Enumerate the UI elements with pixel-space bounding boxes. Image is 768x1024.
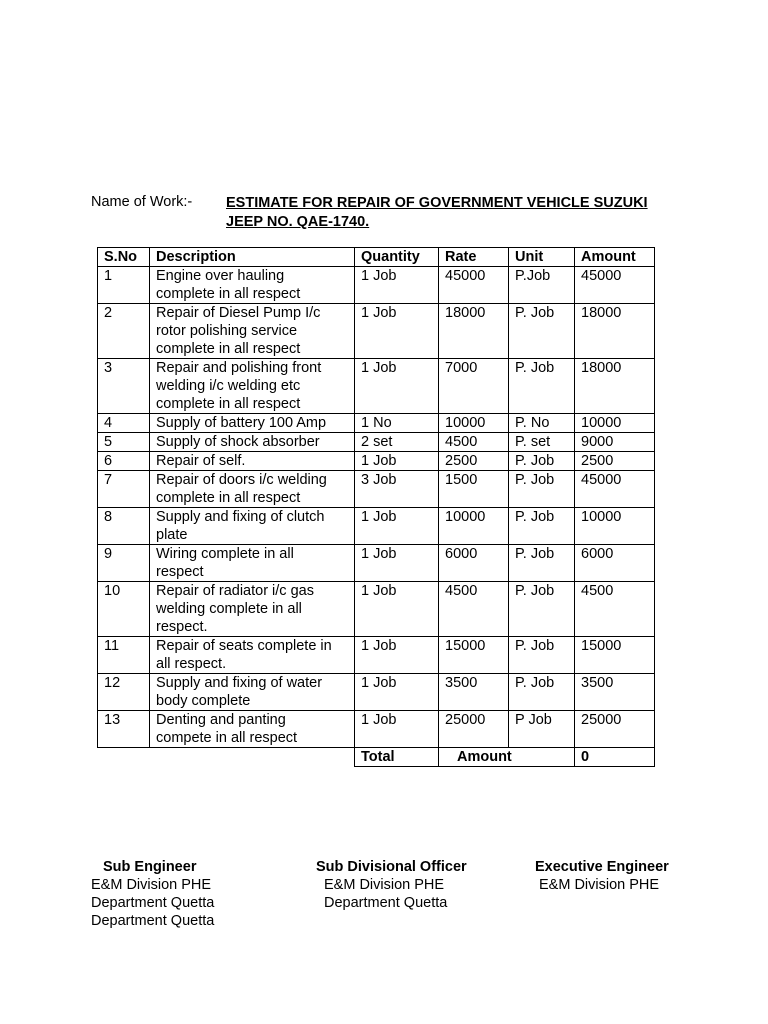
- column-header-sno: S.No: [98, 248, 150, 267]
- cell-unit: P.Job: [509, 267, 575, 304]
- description-line: complete in all respect: [156, 396, 301, 412]
- cell-rate: 15000: [439, 637, 509, 674]
- cell-unit: P. Job: [509, 637, 575, 674]
- description-line: complete in all respect: [156, 286, 301, 302]
- cell-description: [150, 433, 355, 452]
- column-header-unit: Unit: [509, 248, 575, 267]
- table-header-row: [98, 248, 655, 267]
- cell-quantity: 3 Job: [355, 471, 439, 508]
- cell-unit: P. Job: [509, 545, 575, 582]
- cell-amount: 15000: [575, 637, 655, 674]
- cell-description: [150, 637, 355, 674]
- cell-amount: 45000: [575, 267, 655, 304]
- cell-rate: 1500: [439, 471, 509, 508]
- table-row: [98, 267, 655, 304]
- signature-line: Department Quetta: [324, 895, 448, 911]
- description-line: welding complete in all: [156, 601, 302, 617]
- cell-amount: 4500: [575, 582, 655, 637]
- table-row: [98, 359, 655, 414]
- cell-description: [150, 508, 355, 545]
- cell-quantity: 1 Job: [355, 359, 439, 414]
- cell-quantity: 1 Job: [355, 267, 439, 304]
- description-line: body complete: [156, 693, 251, 709]
- signature-title: Executive Engineer: [535, 859, 669, 875]
- cell-description: [150, 304, 355, 359]
- description-line: welding i/c welding etc: [156, 378, 301, 394]
- cell-description: [150, 267, 355, 304]
- cell-quantity: 1 Job: [355, 711, 439, 748]
- cell-unit: P. Job: [509, 359, 575, 414]
- cell-amount: 25000: [575, 711, 655, 748]
- cell-quantity: 1 Job: [355, 452, 439, 471]
- description-line: plate: [156, 527, 188, 543]
- cell-sno: 1: [98, 267, 150, 304]
- signature-title: Sub Engineer: [103, 859, 197, 875]
- description-line: Repair of seats complete in: [156, 638, 332, 654]
- description-line: rotor polishing service: [156, 323, 298, 339]
- table-row: [98, 414, 655, 433]
- cell-amount: 10000: [575, 414, 655, 433]
- cell-unit: P. set: [509, 433, 575, 452]
- estimate-table: [97, 247, 655, 767]
- cell-sno: 4: [98, 414, 150, 433]
- cell-quantity: 1 Job: [355, 582, 439, 637]
- description-line: Wiring complete in all: [156, 546, 294, 562]
- work-title-line: ESTIMATE FOR REPAIR OF GOVERNMENT VEHICLE SUZUKI: [226, 195, 648, 211]
- description-line: all respect.: [156, 656, 227, 672]
- cell-unit: P Job: [509, 711, 575, 748]
- work-title: [226, 194, 696, 232]
- table-row: [98, 582, 655, 637]
- cell-unit: P. Job: [509, 508, 575, 545]
- signature-line: E&M Division PHE: [539, 877, 660, 893]
- description-line: Supply of battery 100 Amp: [156, 415, 327, 431]
- table-row: [98, 674, 655, 711]
- cell-sno: 13: [98, 711, 150, 748]
- cell-rate: 25000: [439, 711, 509, 748]
- description-line: respect: [156, 564, 204, 580]
- description-line: compete in all respect: [156, 730, 298, 746]
- description-line: respect.: [156, 619, 208, 635]
- table-row: [98, 452, 655, 471]
- cell-amount: 18000: [575, 304, 655, 359]
- cell-sno: 3: [98, 359, 150, 414]
- cell-amount: 6000: [575, 545, 655, 582]
- cell-description: [150, 414, 355, 433]
- cell-sno: 10: [98, 582, 150, 637]
- cell-quantity: 1 Job: [355, 545, 439, 582]
- signature-line: Department Quetta: [91, 895, 215, 911]
- cell-description: [150, 582, 355, 637]
- description-line: Supply and fixing of clutch: [156, 509, 325, 525]
- column-header-description: Description: [150, 248, 355, 267]
- cell-quantity: 1 Job: [355, 304, 439, 359]
- column-header-quantity: Quantity: [355, 248, 439, 267]
- description-line: Repair of radiator i/c gas: [156, 583, 314, 599]
- table-row: [98, 304, 655, 359]
- cell-quantity: 1 Job: [355, 637, 439, 674]
- signature-sub-divisional-officer: [316, 858, 467, 912]
- cell-rate: 2500: [439, 452, 509, 471]
- cell-description: [150, 545, 355, 582]
- cell-description: [150, 452, 355, 471]
- table-row: [98, 433, 655, 452]
- description-line: complete in all respect: [156, 341, 301, 357]
- cell-unit: P. Job: [509, 582, 575, 637]
- cell-rate: 4500: [439, 582, 509, 637]
- table-row: [98, 711, 655, 748]
- description-line: complete in all respect: [156, 490, 301, 506]
- cell-amount: 9000: [575, 433, 655, 452]
- cell-unit: P. Job: [509, 304, 575, 359]
- cell-rate: 3500: [439, 674, 509, 711]
- cell-sno: 12: [98, 674, 150, 711]
- cell-sno: 5: [98, 433, 150, 452]
- signature-executive-engineer: [535, 858, 669, 894]
- total-row: [98, 748, 655, 767]
- cell-quantity: 1 Job: [355, 674, 439, 711]
- cell-amount: 2500: [575, 452, 655, 471]
- cell-description: [150, 359, 355, 414]
- cell-unit: P. Job: [509, 471, 575, 508]
- description-line: Engine over hauling: [156, 268, 285, 284]
- cell-rate: 18000: [439, 304, 509, 359]
- column-header-rate: Rate: [439, 248, 509, 267]
- cell-description: [150, 674, 355, 711]
- total-label: Total: [355, 748, 439, 767]
- cell-rate: 10000: [439, 414, 509, 433]
- description-line: Supply of shock absorber: [156, 434, 320, 450]
- description-line: Supply and fixing of water: [156, 675, 323, 691]
- table-row: [98, 471, 655, 508]
- cell-quantity: 1 Job: [355, 508, 439, 545]
- table-row: [98, 545, 655, 582]
- cell-rate: 45000: [439, 267, 509, 304]
- amount-label: Amount: [439, 748, 575, 767]
- cell-unit: P. Job: [509, 674, 575, 711]
- column-header-amount: Amount: [575, 248, 655, 267]
- description-line: Repair of doors i/c welding: [156, 472, 327, 488]
- signature-title: Sub Divisional Officer: [316, 859, 467, 875]
- cell-sno: 6: [98, 452, 150, 471]
- signature-line: E&M Division PHE: [91, 877, 212, 893]
- signature-sub-engineer: [91, 858, 214, 930]
- description-line: Denting and panting: [156, 712, 286, 728]
- cell-unit: P. Job: [509, 452, 575, 471]
- cell-sno: 8: [98, 508, 150, 545]
- cell-sno: 7: [98, 471, 150, 508]
- table-row: [98, 637, 655, 674]
- name-of-work-label: Name of Work:-: [91, 194, 193, 210]
- cell-amount: 45000: [575, 471, 655, 508]
- cell-sno: 9: [98, 545, 150, 582]
- cell-rate: 6000: [439, 545, 509, 582]
- description-line: Repair and polishing front: [156, 360, 322, 376]
- cell-amount: 18000: [575, 359, 655, 414]
- cell-quantity: 2 set: [355, 433, 439, 452]
- cell-amount: 3500: [575, 674, 655, 711]
- cell-rate: 10000: [439, 508, 509, 545]
- cell-sno: 2: [98, 304, 150, 359]
- cell-description: [150, 471, 355, 508]
- work-title-line: JEEP NO. QAE-1740.: [226, 214, 370, 230]
- cell-rate: 4500: [439, 433, 509, 452]
- table-row: [98, 508, 655, 545]
- description-line: Repair of self.: [156, 453, 246, 469]
- cell-sno: 11: [98, 637, 150, 674]
- cell-amount: 10000: [575, 508, 655, 545]
- cell-quantity: 1 No: [355, 414, 439, 433]
- cell-description: [150, 711, 355, 748]
- total-value: 0: [575, 748, 655, 767]
- description-line: Repair of Diesel Pump I/c: [156, 305, 321, 321]
- cell-unit: P. No: [509, 414, 575, 433]
- cell-rate: 7000: [439, 359, 509, 414]
- signature-line: E&M Division PHE: [324, 877, 445, 893]
- signature-line: Department Quetta: [91, 913, 215, 929]
